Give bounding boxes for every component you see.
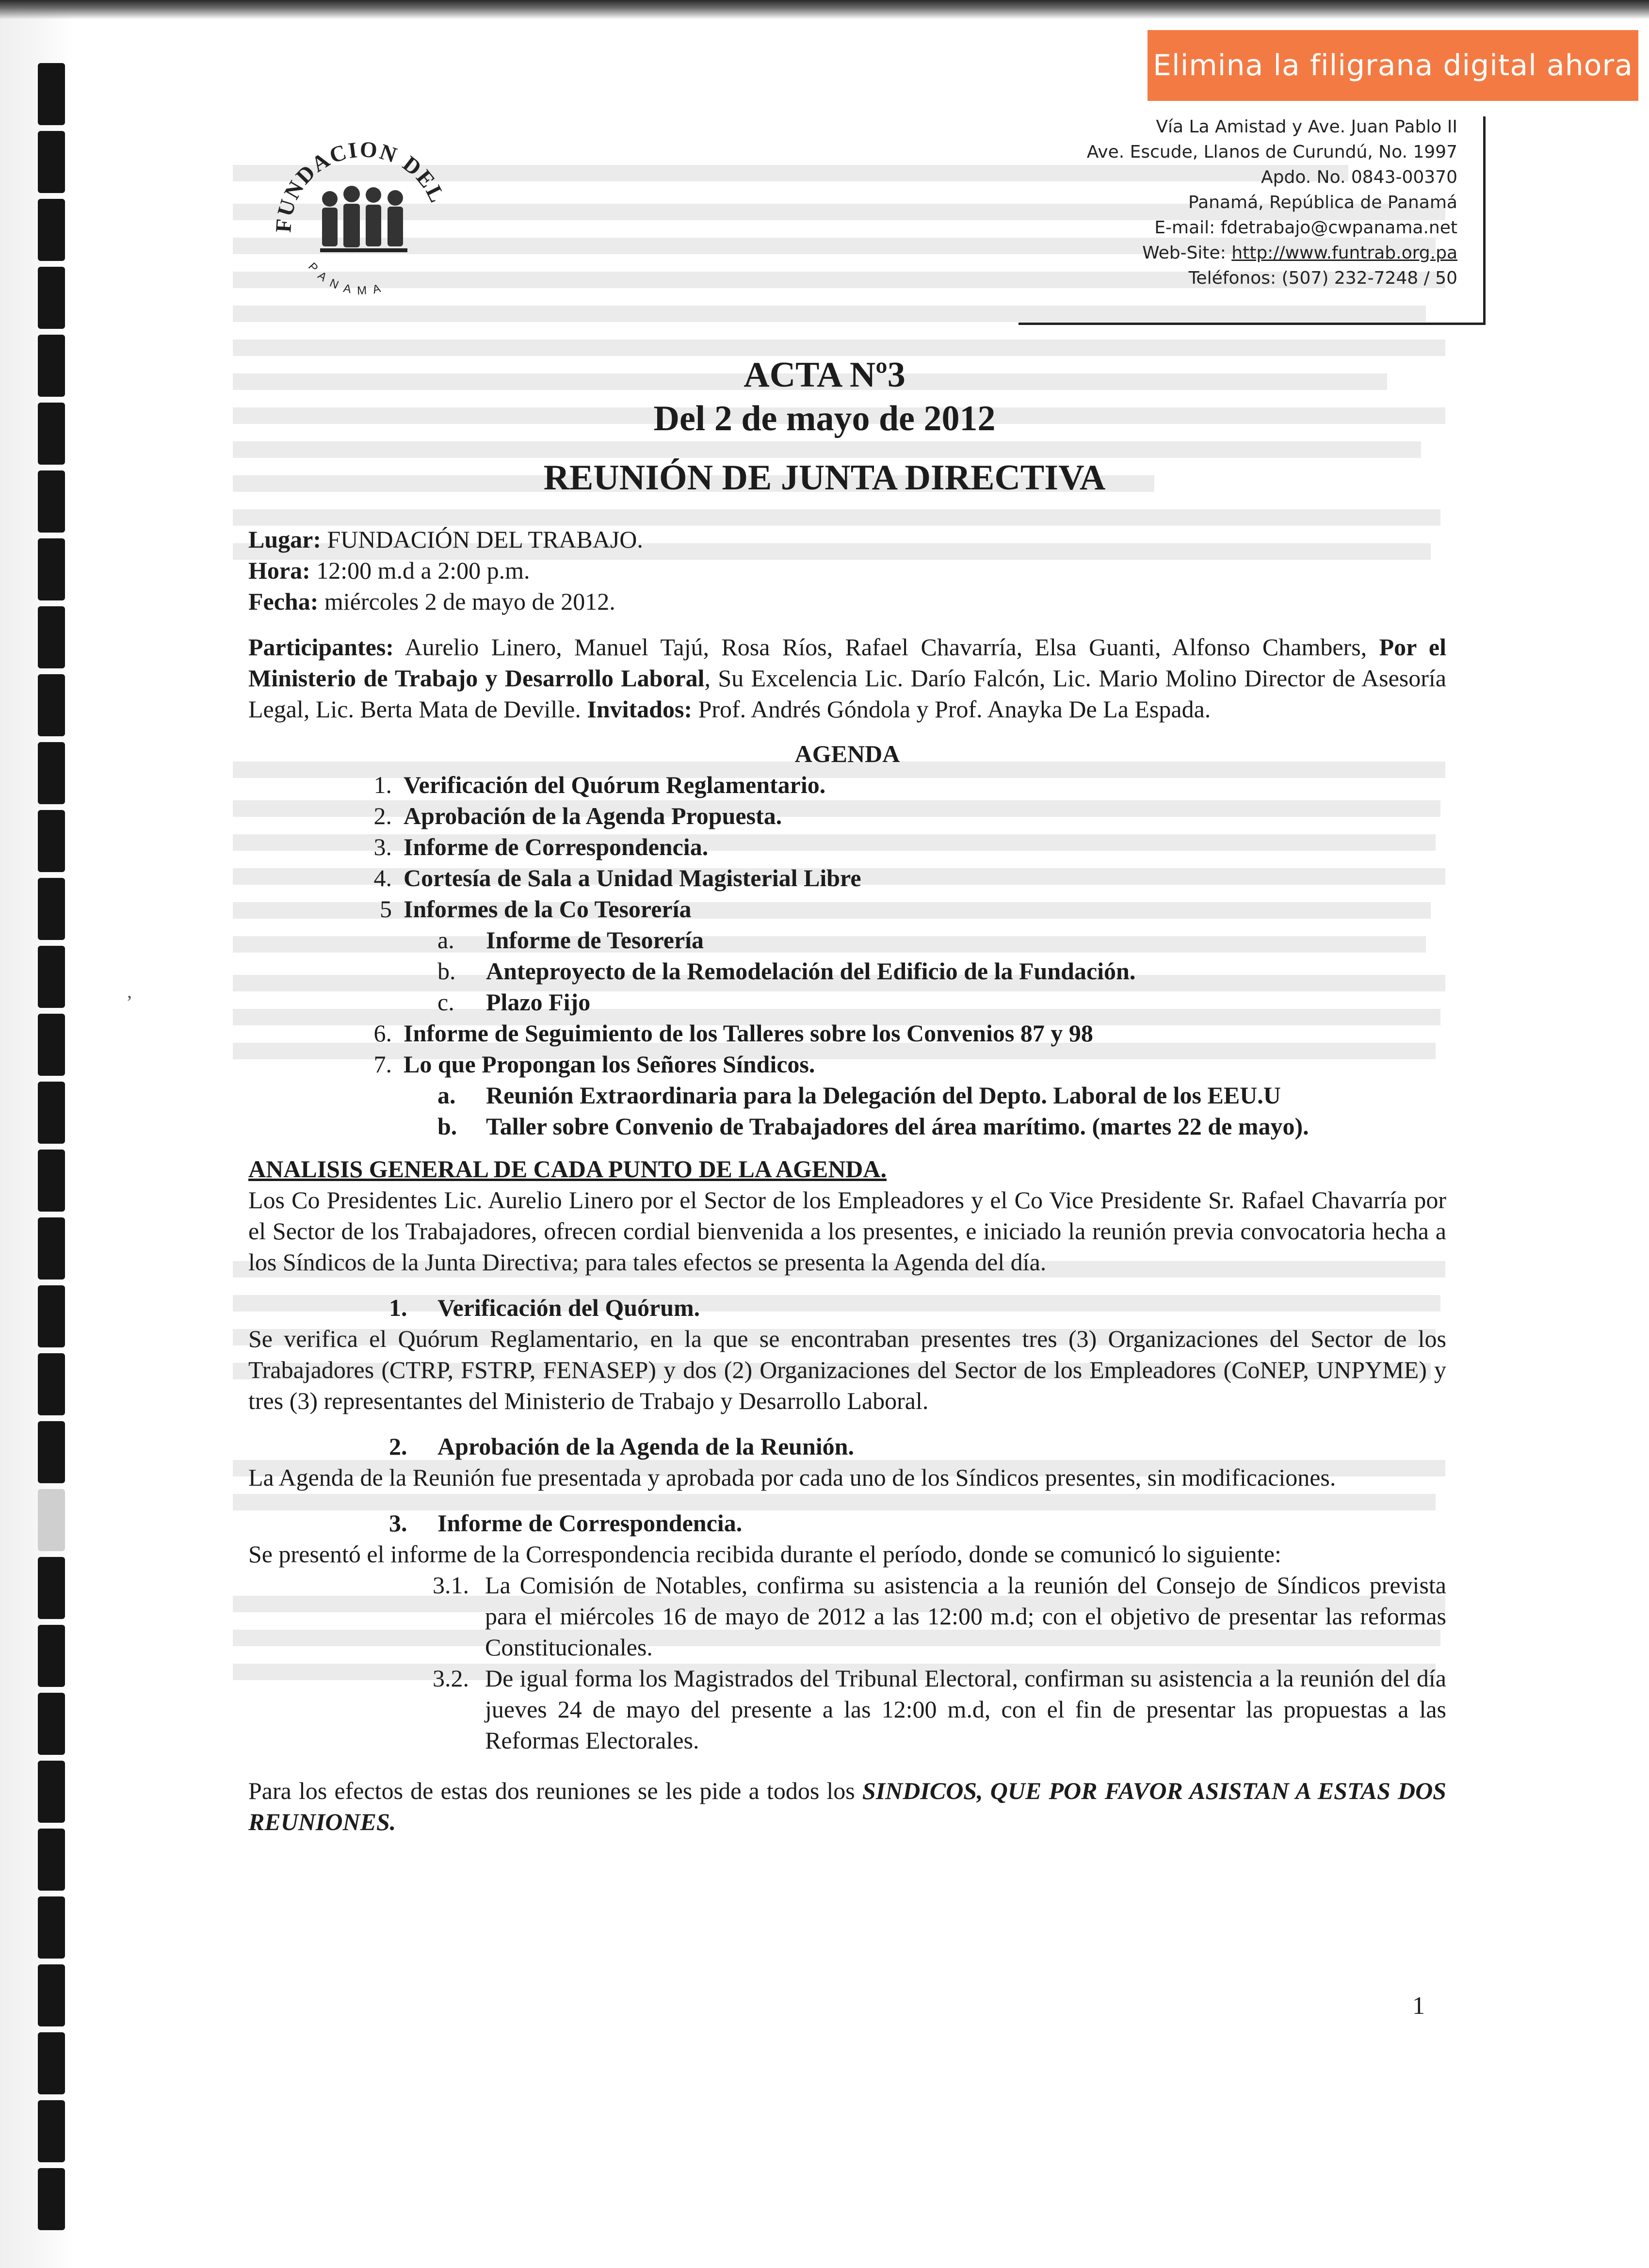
acta-title: ACTA Nº3 <box>744 355 905 395</box>
participants-paragraph: Participantes: Aurelio Linero, Manuel Tajú, Rosa Ríos, Rafael Chavarría, Elsa Guanti, Alfonso Chambers, Por el Ministerio de Trabajo y Desarrollo Laboral, Su Excelencia Lic. Darío Falcón, Lic. Mario Molino Director de Asesoría Legal, Lic. Berta Mata de Deville. Invitados: Prof. Andrés Góndola y Prof. Anayka De La Espada. <box>248 633 1446 723</box>
fecha-line: Fecha: miércoles 2 de mayo de 2012. <box>248 588 615 615</box>
svg-text:PANAMA <box>306 260 388 296</box>
logo-text-top: FUNDACION DEL <box>272 136 450 233</box>
fundacion-logo <box>272 121 456 296</box>
agenda-item: 5 Informes de la Co Tesorería <box>380 895 692 923</box>
agenda-subitem: c. Plazo Fijo <box>437 988 591 1016</box>
section-heading: 1. Verificación del Quórum. <box>389 1294 700 1321</box>
address-line: Vía La Amistad y Ave. Juan Pablo II <box>1156 117 1457 137</box>
agenda-item: 1. Verificación del Quórum Reglamentario. <box>373 771 826 798</box>
logo-graphic <box>272 121 456 296</box>
section-body: Se verifica el Quórum Reglamentario, en la que se encontraban presentes tres (3) Organizaciones del Sector de los Trabajadores (CTRP, FSTRP, FENASEP) y dos (2) Organizaciones del Sector de los Empleadores (CoNEP, UNPYME) y tres (3) representantes del Ministerio de Trabajo y Desarrollo Laboral. <box>248 1325 1446 1414</box>
website-line: Web-Site: http://www.funtrab.org.pa <box>1142 243 1457 263</box>
agenda-heading: AGENDA <box>794 740 900 767</box>
agenda-subitem: b. Taller sobre Convenio de Trabajadores del área marítimo. (martes 22 de mayo). <box>437 1113 1309 1140</box>
workers-figures <box>320 186 407 252</box>
section-heading: 2. Aprobación de la Agenda de la Reunión. <box>389 1433 854 1460</box>
hora-line: Hora: 12:00 m.d a 2:00 p.m. <box>248 557 530 584</box>
agenda-item: 4. Cortesía de Sala a Unidad Magisterial Libre <box>373 864 861 891</box>
agenda-item: 2. Aprobación de la Agenda Propuesta. <box>373 802 782 829</box>
section-body: La Agenda de la Reunión fue presentada y aprobada por cada uno de los Síndicos presentes, sin modificaciones. <box>248 1464 1336 1491</box>
scan-top-shadow <box>0 0 1649 19</box>
page-number: 1 <box>1412 1992 1425 2020</box>
section-heading: 3. Informe de Correspondencia. <box>389 1509 743 1537</box>
address-divider-bottom <box>1018 323 1486 325</box>
email-line: E-mail: fdetrabajo@cwpanama.net <box>1154 218 1457 238</box>
agenda-subitem: a. Informe de Tesorería <box>437 926 704 954</box>
acta-date: Del 2 de mayo de 2012 <box>653 399 996 438</box>
website-link[interactable]: http://www.funtrab.org.pa <box>1231 243 1457 263</box>
section-body: Se presentó el informe de la Correspondencia recibida durante el período, donde se comunicó lo siguiente: <box>248 1540 1281 1568</box>
agenda-subitem: b. Anteproyecto de la Remodelación del Edificio de la Fundación. <box>437 957 1136 985</box>
analysis-intro: Los Co Presidentes Lic. Aurelio Linero por el Sector de los Empleadores y el Co Vice Presidente Sr. Rafael Chavarría por el Sector de los Trabajadores, ofrecen cordial bienvenida a los presentes, e iniciado la reunión previa convocatoria hecha a los Síndicos de la Junta Directiva; para tales efectos se presenta la Agenda del día. <box>248 1186 1446 1276</box>
agenda-item: 3. Informe de Correspondencia. <box>373 833 709 860</box>
stray-mark: , <box>127 980 132 1002</box>
phones-line: Teléfonos: (507) 232-7248 / 50 <box>1188 268 1457 288</box>
remove-watermark-banner[interactable]: Elimina la filigrana digital ahora <box>1148 30 1638 101</box>
document-body <box>248 524 1446 1837</box>
closing-paragraph: Para los efectos de estas dos reuniones se les pide a todos los SINDICOS, QUE POR FAVOR ASISTAN A ESTAS DOS REUNIONES. <box>248 1777 1446 1835</box>
logo-text-bottom: PANAMA <box>306 260 389 296</box>
meeting-title: REUNIÓN DE JUNTA DIRECTIVA <box>543 458 1106 498</box>
agenda-subitem: a. Reunión Extraordinaria para la Delegación del Depto. Laboral de los EEU.U <box>437 1082 1281 1109</box>
correspondence-item: 3.2. De igual forma los Magistrados del Tribunal Electoral, confirman su asistencia a la reunión del día jueves 24 de mayo del presente a las 12:00 m.d, con el fin de presentar las propuestas a las Reformas Electorales. <box>433 1665 1446 1754</box>
agenda-list <box>248 769 1446 1142</box>
address-line: Apdo. No. 0843-00370 <box>1261 167 1457 187</box>
correspondence-item: 3.1. La Comisión de Notables, confirma su asistencia a la reunión del Consejo de Síndicos prevista para el miércoles 16 de mayo de 2012 a las 12:00 m.d; con el objetivo de presentar las reformas Constitucionales. <box>433 1571 1446 1661</box>
svg-text:FUNDACION DEL TRABAJO <box>272 121 450 233</box>
address-line: Ave. Escude, Llanos de Curundú, No. 1997 <box>1086 142 1457 162</box>
address-block <box>1021 114 1457 291</box>
address-line: Panamá, República de Panamá <box>1188 193 1457 212</box>
analysis-heading: ANALISIS GENERAL DE CADA PUNTO DE LA AGENDA. <box>248 1155 887 1183</box>
lugar-line: Lugar: FUNDACIÓN DEL TRABAJO. <box>248 526 643 553</box>
address-divider <box>1483 116 1486 325</box>
agenda-item: 7. Lo que Propongan los Señores Síndicos. <box>373 1051 815 1078</box>
agenda-item: 6. Informe de Seguimiento de los Talleres sobre los Convenios 87 y 98 <box>373 1020 1093 1047</box>
